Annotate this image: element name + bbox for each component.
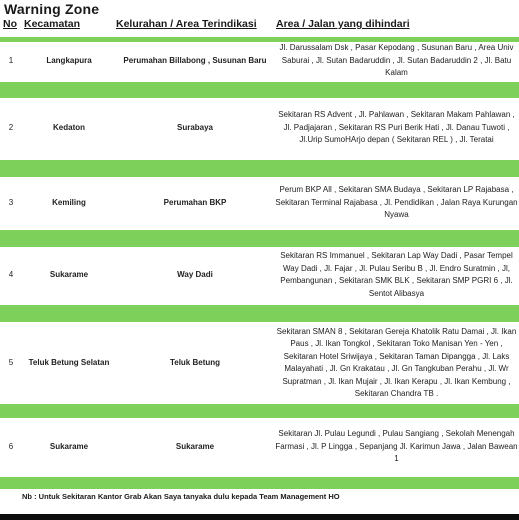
table-row bbox=[0, 322, 519, 404]
row-kelurahan: Sukarame bbox=[175, 441, 215, 451]
row-kecamatan: Langkapura bbox=[46, 55, 92, 65]
row-separator bbox=[0, 404, 519, 418]
bottom-edge bbox=[0, 514, 519, 520]
row-kelurahan: Perumahan BKP bbox=[163, 197, 227, 207]
row-no: 5 bbox=[8, 357, 14, 367]
row-separator bbox=[0, 160, 519, 177]
row-no: 2 bbox=[8, 122, 14, 132]
row-no: 4 bbox=[8, 269, 14, 279]
row-separator bbox=[0, 82, 519, 98]
row-no: 6 bbox=[8, 441, 14, 451]
row-area: Jl. Darussalam Dsk , Pasar Kepodang , Susunan Baru , Area Univ Saburai , Jl. Sutan Badaruddin , Jl. Sutan Badaruddin 2 , Jl. Batu Kalam bbox=[279, 43, 514, 78]
header-area: Area / Jalan yang dihindari bbox=[276, 18, 410, 30]
row-area: Sekitaran RS Advent , Jl. Pahlawan , Sekitaran Makam Pahlawan , Jl. Padjajaran , Sekitaran RS Puri Berik Hati , Jl. Danau Tuwoti , Jl.Urip SumoHArjo depan ( Sekitaran REL ) , Jl. Teratai bbox=[278, 110, 515, 145]
row-separator bbox=[0, 230, 519, 247]
table-row bbox=[0, 98, 519, 158]
row-area: Sekitaran SMAN 8 , Sekitaran Gereja Khatolik Ratu Damai , Jl. Ikan Paus , Jl. Ikan Tongkol , Sekitaran Toko Manisan Yen - Yen , Sekitaran Hotel Sriwijaya , Sekitaran Taman Dipangga , Jl. Laks Malayahati , Jl. Gn Krakatau , Jl. Gn Tangkuban Perahu , Jl. Wr Supratman , Jl. Ikan Mujair , Jl. Ikan Kerapu , Jl. Ikan Kembung , Sekitaran Chandra TB . bbox=[276, 326, 517, 398]
footnote: Nb : Untuk Sekitaran Kantor Grab Akan Saya tanyaka dulu kepada Team Management HO bbox=[22, 492, 340, 501]
row-area: Sekitaran RS Immanuel , Sekitaran Lap Way Dadi , Pasar Tempel Way Dadi , Jl. Fajar , Jl. Pulau Seribu B , Jl. Endro Suratmin , Jl, Pembangunan , Sekitaran SMK BLK , Sekitaran SMP PGRI 6 , Jl. Sentot Alibasya bbox=[280, 251, 513, 298]
page-title: Warning Zone bbox=[4, 1, 100, 17]
row-kelurahan: Teluk Betung bbox=[169, 357, 221, 367]
row-no: 3 bbox=[8, 197, 14, 207]
table-row bbox=[0, 247, 519, 303]
row-kecamatan: Kemiling bbox=[52, 197, 86, 207]
table-row bbox=[0, 42, 519, 80]
header-kecamatan: Kecamatan bbox=[24, 18, 81, 30]
row-no: 1 bbox=[8, 55, 14, 65]
row-kecamatan: Teluk Betung Selatan bbox=[28, 357, 110, 367]
row-kecamatan: Sukarame bbox=[49, 441, 89, 451]
row-area: Sekitaran Jl. Pulau Legundi , Pulau Sangiang , Sekolah Menengah Farmasi , Jl. P Lingga , Sepanjang Jl. Karimun Jawa , Jalan Bawean 1 bbox=[275, 429, 518, 464]
row-kelurahan: Way Dadi bbox=[177, 269, 213, 279]
header-no: No bbox=[3, 18, 17, 30]
row-kecamatan: Sukarame bbox=[49, 269, 89, 279]
table-row bbox=[0, 177, 519, 229]
row-area: Perum BKP All , Sekitaran SMA Budaya , Sekitaran LP Rajabasa , Sekitaran Terminal Rajabasa , Jl. Pendidikan , Jalan Raya Kurungan Nyawa bbox=[275, 185, 518, 220]
row-separator bbox=[0, 477, 519, 489]
row-kelurahan: Perumahan Billabong , Susunan Baru bbox=[123, 55, 267, 65]
row-separator bbox=[0, 305, 519, 322]
header-kelurahan: Kelurahan / Area Terindikasi bbox=[116, 18, 257, 30]
table-row bbox=[0, 420, 519, 474]
row-kelurahan: Surabaya bbox=[176, 122, 214, 132]
row-kecamatan: Kedaton bbox=[53, 122, 85, 132]
